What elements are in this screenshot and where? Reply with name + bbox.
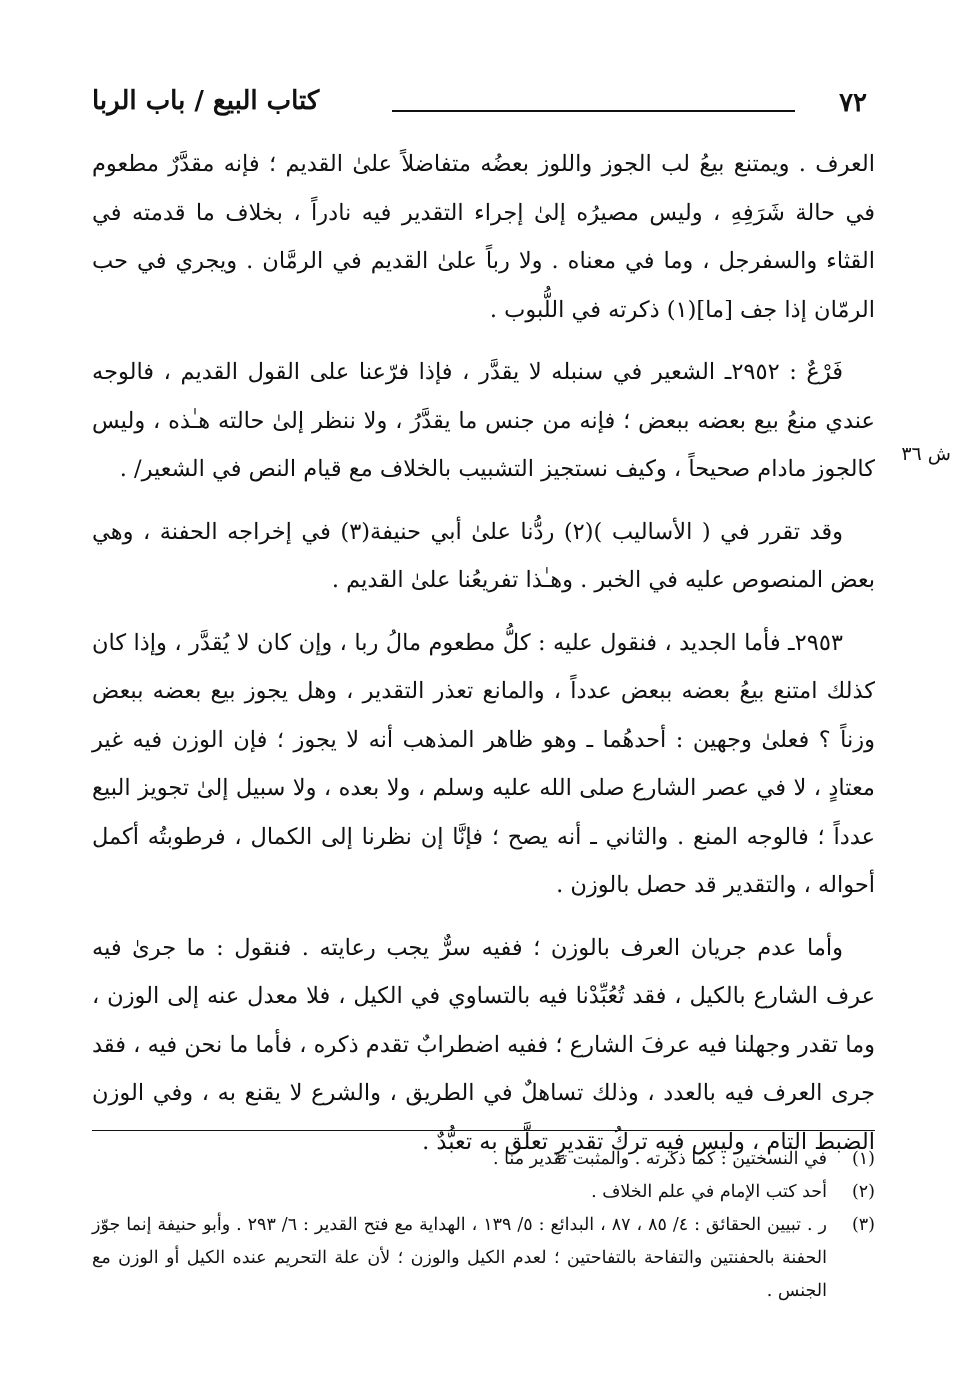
footnote-mark: (١) <box>851 1149 875 1169</box>
paragraph: وأما عدم جريان العرف بالوزن ؛ ففيه سرٌّ يجب رعايته . فنقول : ما جرىٰ فيه عرف الشارع بالكيل ، فقد تُعُبِّدْنا فيه بالتساوي في الكيل ، فلا معدل عنه إلى الوزن ، وما تقدر وجهلنا فيه عرفَ الشارع ؛ ففيه اضطرابٌ تقدم ذكره ، فأما ما نحن فيه ، فقد جرى العرف فيه بالعدد ، وذلك تساهلٌ في الطريق ، والشرع لا يقنع به ، وفي الوزن الضبط التام ، وليس فيه تركُ تقديرٍ تعلَّق به تعبُّدٌ . <box>92 934 875 1155</box>
footnote <box>92 1209 875 1308</box>
manuscript-margin-note: ش ٣٦ <box>901 443 951 465</box>
footnote <box>92 1176 875 1209</box>
footnote-mark: (٢) <box>851 1182 875 1202</box>
paragraph: العرف . ويمتنع بيعُ لب الجوز واللوز بعضُه متفاضلاً علىٰ القديم ؛ فإنه مقدَّرٌ مطعوم في حالة شَرَفِهِ ، وليس مصيرُه إلىٰ إجراء التقدير فيه نادراً ، بخلاف ما قدمته في القثاء والسفرجل ، وما في معناه . ولا رباً علىٰ القديم في الرمَّان . ويجري في حب الرمّان إذا جف [ما](١) ذكرته في اللُّبوب . <box>92 151 875 323</box>
header-rule <box>392 110 795 112</box>
footnotes <box>92 1143 875 1308</box>
main-text <box>92 140 875 1180</box>
footnote-text: أحد كتب الإمام في علم الخلاف . <box>591 1182 827 1202</box>
paragraph: وقد تقرر في ( الأساليب )(٢) ردُّنا علىٰ أبي حنيفة(٣) في إخراجه الحفنة ، وهي بعض المنصوص عليه في الخبر . وهـٰذا تفريعُنا علىٰ القديم . <box>92 518 875 593</box>
footnote-text: ر . تبيين الحقائق : ٤/ ٨٥ ، ٨٧ ، البدائع : ٥/ ١٣٩ ، الهداية مع فتح القدير : ٦/ ٢٩٣ . وأبو حنيفة إنما جوّز الحفنة بالحفنتين والتفاحة بالتفاحتين ؛ لعدم الكيل والوزن ؛ لأن علة التحريم عنده الكيل أو الوزن مع الجنس . <box>92 1215 827 1301</box>
footnote-text: في النسختين : كما ذكرته . والمثبت تقدير منا . <box>492 1149 827 1169</box>
page-number: ٧٢ <box>839 88 867 118</box>
paragraph: ٢٩٥٣ـ فأما الجديد ، فنقول عليه : كلُّ مطعوم مالُ ربا ، وإن كان لا يُقدَّر ، وإذا كان كذلك امتنع بيعُ بعضه ببعض عدداً ، والمانع تعذر التقدير ، وهل يجوز بيع بعضه ببعض وزناً ؟ فعلىٰ وجهين : أحدهُما ـ وهو ظاهر المذهب أنه لا يجوز ؛ فإن الوزن فيه غير معتادٍ ، لا في عصر الشارع صلى الله عليه وسلم ، ولا بعده ، ولا سبيل إلىٰ تجويز البيع عدداً ؛ فالوجه المنع . والثاني ـ أنه يصح ؛ فإنَّا إن نظرنا إلى الكمال ، فرطوبتُه أكمل أحواله ، والتقدير قد حصل بالوزن . <box>92 629 875 898</box>
paragraph: فَرْعٌ : ٢٩٥٢ـ الشعير في سنبله لا يقدَّر ، فإذا فرّعنا على القول القديم ، فالوجه عندي منعُ بيع بعضه ببعض ؛ فإنه من جنس ما يقدَّرُ ، ولا ننظر إلىٰ حالته هـٰذه ، وليس كالجوز مادام صحيحاً ، وكيف نستجيز التشبيب بالخلاف مع قيام النص في الشعير/ . <box>92 359 875 482</box>
running-header <box>92 82 875 128</box>
footnote-separator <box>92 1130 875 1131</box>
footnote-mark: (٣) <box>851 1215 875 1235</box>
running-title: كتاب البيع / باب الربا <box>92 86 320 116</box>
footnote <box>92 1143 875 1176</box>
